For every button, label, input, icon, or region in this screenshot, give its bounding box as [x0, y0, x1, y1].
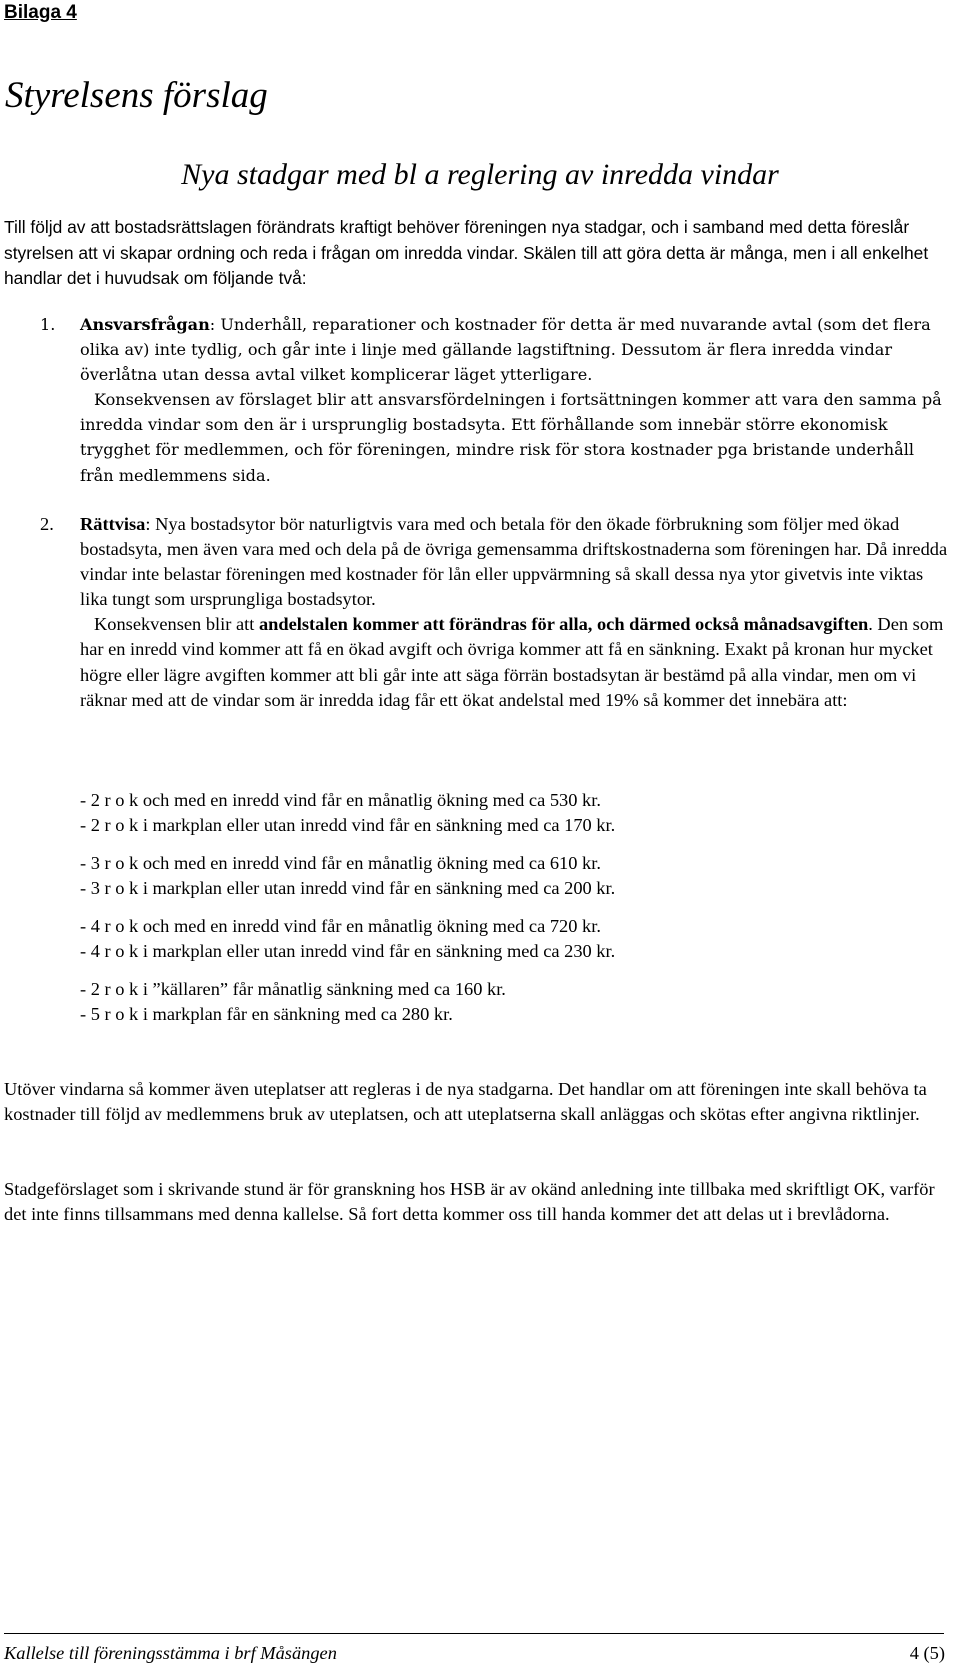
list-item: - 4 r o k i markplan eller utan inredd vind får en sänkning med ca 230 kr. [80, 941, 616, 962]
appendix-label: Bilaga 4 [4, 2, 77, 23]
list-item: - 2 r o k i markplan eller utan inredd vind får en sänkning med ca 170 kr. [80, 815, 616, 836]
footer-divider [4, 1633, 944, 1634]
item-paragraph [80, 612, 950, 712]
item-text: : Underhåll, reparationer och kostnader för detta är med nuvarande avtal (som det flera olika av) inte tydlig, och går inte i linje med gällande lagstiftning. Dessutom är flera inredda vindar överlåtna utan dessa avtal vilket komplicerar läget ytterligare. [80, 315, 931, 385]
item-body [80, 512, 950, 713]
item-text: Konsekvensen blir att [94, 614, 259, 635]
paragraph-hsb: Stadgeförslaget som i skrivande stund är för granskning hos HSB är av okänd anledning inte tillbaka med skriftligt OK, varför det inte finns tillsammans med denna kallelse. Så fort detta kommer oss till handa kommer det att delas ut i brevlådorna. [4, 1179, 935, 1225]
list-item: - 3 r o k i markplan eller utan inredd vind får en sänkning med ca 200 kr. [80, 878, 616, 899]
fee-group [80, 977, 940, 1027]
list-item: - 5 r o k i markplan får en sänkning med ca 280 kr. [80, 1003, 453, 1024]
item-body [80, 312, 950, 488]
fee-group [80, 914, 940, 964]
item-bold-text: andelstalen kommer att förändras för alla, och därmed också månadsavgiften [258, 614, 869, 635]
item-number: 2. [40, 514, 54, 534]
list-item: - 2 r o k i ”källaren” får månatlig sänkning med ca 160 kr. [80, 978, 506, 999]
item-paragraph: Konsekvensen av förslaget blir att ansvarsfördelningen i fortsättningen kommer att vara den samma på inredda vindar som den är i ursprunglig bostadsyta. Ett förhållande som innebär större ekonomisk trygghet för medlemmen, och för föreningen, mindre risk för stora kostnader pga bristande underhåll från medlemmens sida. [80, 390, 942, 485]
item-text: : Nya bostadsytor bör naturligtvis vara med och betala för den ökade förbrukning som följer med ökad bostadsyta, men även vara med och dela på de övriga gemensamma driftskostnaderna som föreningen har. Då inredda vindar inte belastar föreningen med kostnader för lån eller uppvärmning så skall dessa nya ytor givetvis inte viktas lika tungt som ursprungliga bostadsytor. [80, 514, 948, 610]
item-label: Ansvarsfrågan [80, 315, 210, 334]
footer-title: Kallelse till föreningsstämma i brf Måsängen [4, 1643, 337, 1663]
item-paragraph [80, 512, 950, 612]
fee-group [80, 788, 940, 838]
item-label: Rättvisa [80, 514, 146, 534]
page-number: 4 (5) [909, 1643, 945, 1663]
list-item: - 2 r o k och med en inredd vind får en månatlig ökning med ca 530 kr. [80, 790, 601, 810]
intro-paragraph: Till följd av att bostadsrättslagen förändrats kraftigt behöver föreningen nya stadgar, och i samband med detta föreslår styrelsen att vi skapar ordning och reda i frågan om inredda vindar. Skälen till att göra detta är många, men i all enkelhet handlar det i huvudsak om följande två: [4, 217, 929, 288]
fee-group [80, 851, 940, 901]
list-item: - 4 r o k och med en inredd vind får en månatlig ökning med ca 720 kr. [80, 915, 601, 936]
paragraph-uteplatser: Utöver vindarna så kommer även uteplatser att regleras i de nya stadgarna. Det handlar om att föreningen inte skall behöva ta kostnader till följd av medlemmens bruk av uteplatsen, och att uteplatserna skall anläggas och skötas efter angivna riktlinjer. [4, 1079, 927, 1125]
item-paragraph [80, 312, 950, 387]
fee-change-list [80, 788, 940, 1040]
list-item: - 3 r o k och med en inredd vind får en månatlig ökning med ca 610 kr. [80, 852, 601, 873]
item-text: . Den som har en inredd vind kommer att få en ökad avgift och övriga kommer att få en sänkning. Exakt på kronan hur mycket högre eller lägre avgiften kommer att bli går inte att säga förrän bostadsytan är bestämd på alla vindar, men om vi räknar med att de vindar som är inredda idag får ett ökat andelstal med 19% så kommer det innebära att: [80, 614, 944, 710]
item-number: 1. [40, 315, 56, 334]
page-title: Styrelsens förslag [5, 75, 268, 116]
page-subtitle: Nya stadgar med bl a reglering av inredda vindar [181, 158, 779, 191]
